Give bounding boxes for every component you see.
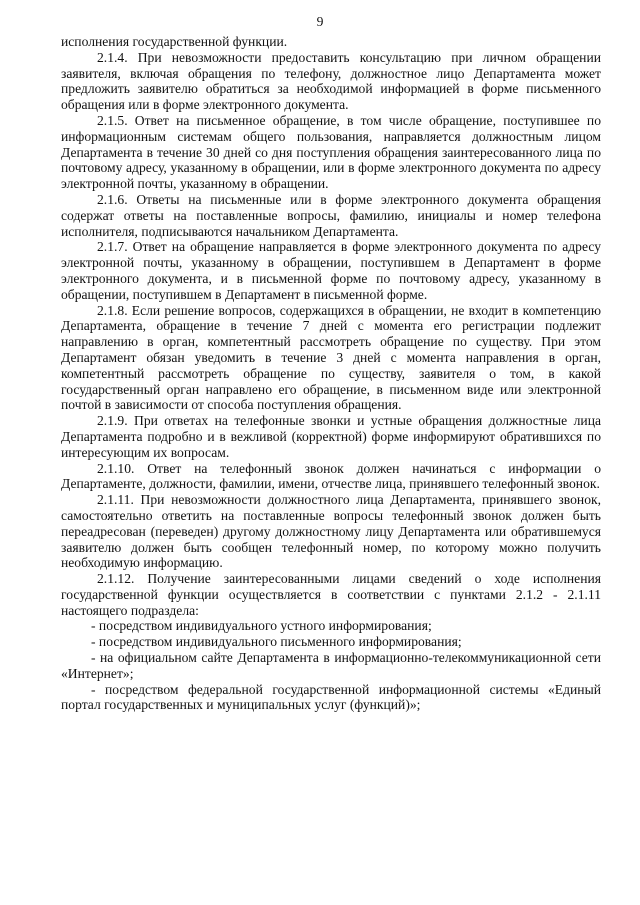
paragraph-continuation: исполнения государственной функции. bbox=[61, 34, 288, 49]
paragraph-2-1-9: 2.1.9. При ответах на телефонные звонки и устные обращения должностные лица Департамента подробно и в вежливой (корректной) форме информируют обратившихся по интересующим их вопросам. bbox=[61, 413, 601, 460]
list-item-official-website: - на официальном сайте Департамента в информационно-телекоммуникационной сети «Интернет»; bbox=[61, 650, 601, 681]
paragraph-2-1-11: 2.1.11. При невозможности должностного лица Департамента, принявшего звонок, самостоятельно ответить на поставленные вопросы телефонный звонок должен быть переадресован (переведен) другому должностному лицу Департамента или обратившемуся заявителю должен быть сообщен телефонный номер, по которому можно получить необходимую информацию. bbox=[61, 492, 601, 571]
paragraph-2-1-5: 2.1.5. Ответ на письменное обращение, в том числе обращение, поступившее по информационным системам общего пользования, направляется должностным лицом Департамента в течение 30 дней со дня поступления обращения заинтересованного лица по почтовому адресу, указанному в обращении, или в форме электронного документа по адресу электронной почты, указанному в обращении. bbox=[61, 112, 601, 192]
list-item-written-informing: - посредством индивидуального письменного информирования; bbox=[91, 634, 462, 650]
page-number: 9 bbox=[316, 14, 324, 29]
paragraph-2-1-4: 2.1.4. При невозможности предоставить консультацию при личном обращении заявителя, включая обращения по телефону, должностное лицо Департамента может предложить заявителю обратиться за необходимой информацией в форме письменного обращения или в форме электронного документа. bbox=[61, 49, 601, 113]
list-item-unified-portal: - посредством федеральной государственной информационной системы «Единый портал государственных и муниципальных услуг (функций)»; bbox=[61, 681, 601, 713]
document-body bbox=[61, 34, 601, 713]
paragraph-2-1-12: 2.1.12. Получение заинтересованными лицами сведений о ходе исполнения государственной функции осуществляется в соответствии с пунктами 2.1.2 - 2.1.11 настоящего подраздела: bbox=[61, 571, 601, 618]
paragraph-2-1-10: 2.1.10. Ответ на телефонный звонок должен начинаться с информации о Департаменте, должности, фамилии, имени, отчестве лица, принявшего телефонный звонок. bbox=[61, 460, 601, 492]
paragraph-2-1-7: 2.1.7. Ответ на обращение направляется в форме электронного документа по адресу электронной почты, указанному в обращении, поступившем в Департамент в форме электронного документа, и в письменной форме по почтовому адресу, указанному в обращении, поступившем в Департамент в письменной форме. bbox=[61, 239, 601, 302]
list-item-oral-informing: - посредством индивидуального устного информирования; bbox=[91, 618, 432, 634]
paragraph-2-1-8: 2.1.8. Если решение вопросов, содержащихся в обращении, не входит в компетенцию Департамента, обращение в течение 7 дней с момента его регистрации подлежит направлению в орган, компетентный рассмотреть обращение по существу. При этом Департамент обязан уведомить в течение 3 дней с момента направления в орган, компетентный рассмотреть обращение по существу, заявителя о том, в какой государственный орган направлено его обращение, в письменном виде или электронной почтой в зависимости от способа поступления обращения. bbox=[61, 302, 601, 413]
paragraph-2-1-6: 2.1.6. Ответы на письменные или в форме электронного документа обращения содержат ответы на поставленные вопросы, фамилию, инициалы и номер телефона исполнителя, подписываются начальником Департамента. bbox=[61, 191, 601, 239]
